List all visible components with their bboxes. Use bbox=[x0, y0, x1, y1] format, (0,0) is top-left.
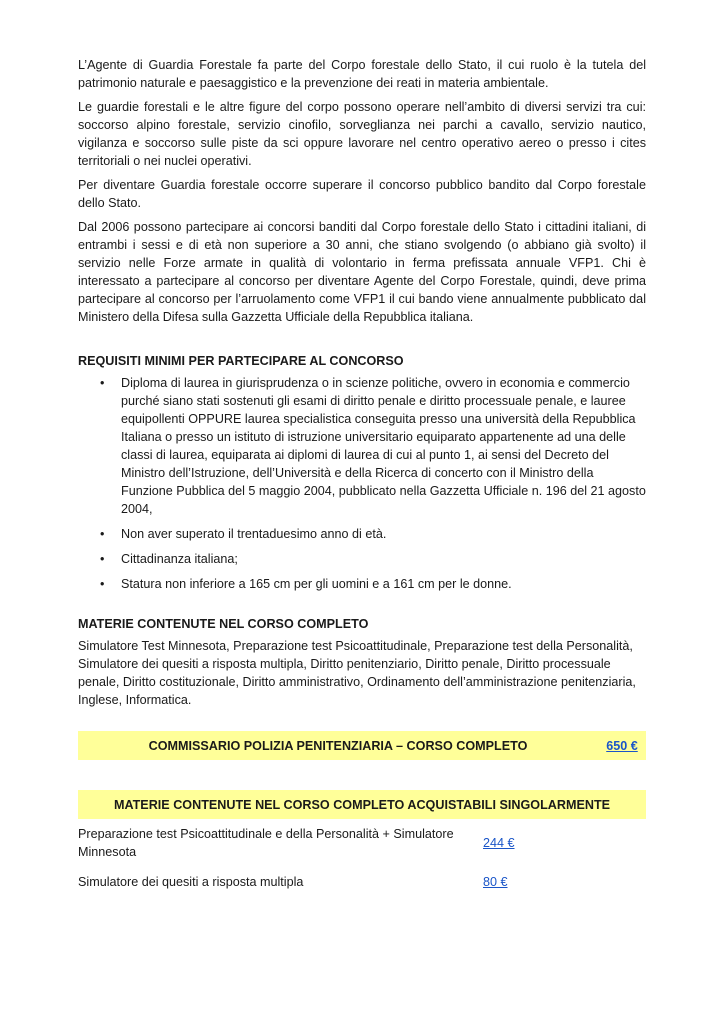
list-item-text: Non aver superato il trentaduesimo anno di età. bbox=[121, 527, 387, 541]
table-row bbox=[78, 873, 646, 891]
bullet-icon: • bbox=[100, 577, 105, 591]
item-price-link[interactable]: 80 € bbox=[483, 875, 508, 889]
requirements-heading: REQUISITI MINIMI PER PARTECIPARE AL CONCORSO bbox=[78, 354, 404, 368]
bullet-icon: • bbox=[100, 527, 105, 541]
bullet-icon: • bbox=[100, 376, 105, 390]
intro-paragraph-3: Per diventare Guardia forestale occorre superare il concorso pubblico bandito dal Corpo forestale dello Stato. bbox=[78, 178, 646, 210]
item-name: Preparazione test Psicoattitudinale e della Personalità + Simulatore Minnesota bbox=[78, 827, 454, 859]
document-page bbox=[78, 56, 646, 891]
item-price-link[interactable]: 244 € bbox=[483, 836, 515, 850]
item-name: Simulatore dei quesiti a risposta multipla bbox=[78, 875, 304, 889]
list-item-text: Diploma di laurea in giurisprudenza o in scienze politiche, ovvero in economia e commercio purché siano stati sostenuti gli esami di diritto penale e diritto processuale penale, e lauree equipollenti OPPURE laurea specialistica conseguita presso una università della Repubblica Italiana o presso un istituto di istruzione universitario equiparato appartenente ad una delle classi di laurea, equiparata ai diplomi di laurea di cui al punto 1, ai sensi del Decreto del Ministro dell’Istruzione, dell’Università e della Ricerca di concerto con il Ministro della Funzione Pubblica del 5 maggio 2004, pubblicato nella Gazzetta Ufficiale n. 196 del 21 agosto 2004, bbox=[121, 376, 646, 516]
single-items-heading: MATERIE CONTENUTE NEL CORSO COMPLETO ACQUISTABILI SINGOLARMENTE bbox=[113, 797, 611, 812]
list-item bbox=[78, 525, 646, 543]
list-item-text: Cittadinanza italiana; bbox=[121, 552, 238, 566]
single-items-bar bbox=[78, 790, 646, 819]
table-row bbox=[78, 825, 646, 861]
bullet-icon: • bbox=[100, 552, 105, 566]
subjects-heading: MATERIE CONTENUTE NEL CORSO COMPLETO bbox=[78, 617, 369, 631]
intro-paragraph-4: Dal 2006 possono partecipare ai concorsi banditi dal Corpo forestale dello Stato i cittadini italiani, di entrambi i sessi e di età non superiore a 30 anni, che stiano svolgendo (o abbiano già svolto) il servizio nelle Forze armate in qualità di volontario in ferma prefissata annuale VFP1. Chi è interessato a partecipare al concorso per diventare Agente del Corpo Forestale, quindi, deve prima partecipare al concorso per l’arruolamento come VFP1 il cui bando viene annualmente pubblicato dal Ministero della Difesa sulla Gazzetta Ufficiale della Repubblica italiana. bbox=[78, 220, 646, 324]
subjects-text: Simulatore Test Minnesota, Preparazione test Psicoattitudinale, Preparazione test della Personalità, Simulatore dei quesiti a risposta multipla, Diritto penitenziario, Diritto penale, Diritto processuale penale, Diritto costituzionale, Diritto amministrativo, Ordinamento dell’amministrazione penitenziaria, Inglese, Informatica. bbox=[78, 639, 636, 707]
intro-paragraph-1: L’Agente di Guardia Forestale fa parte del Corpo forestale dello Stato, il cui ruolo è la tutela del patrimonio naturale e paesaggistico e la prevenzione dei reati in materia ambientale. bbox=[78, 58, 646, 90]
full-course-title: COMMISSARIO POLIZIA PENITENZIARIA – CORSO COMPLETO bbox=[148, 738, 528, 753]
full-course-price-link[interactable]: 650 € bbox=[606, 738, 638, 753]
list-item-text: Statura non inferiore a 165 cm per gli uomini e a 161 cm per le donne. bbox=[121, 577, 512, 591]
list-item bbox=[78, 575, 646, 593]
requirements-list bbox=[78, 374, 646, 593]
list-item bbox=[78, 374, 646, 518]
full-course-bar bbox=[78, 731, 646, 760]
list-item bbox=[78, 550, 646, 568]
intro-paragraph-2: Le guardie forestali e le altre figure del corpo possono operare nell’ambito di diversi servizi tra cui: soccorso alpino forestale, servizio cinofilo, sorveglianza nei parchi a cavallo, servizio nautico, vigilanza e soccorso sulle piste da sci oppure lavorare nel centro operativo aereo o presso i cites territoriali o nei nuclei operativi. bbox=[78, 100, 646, 168]
